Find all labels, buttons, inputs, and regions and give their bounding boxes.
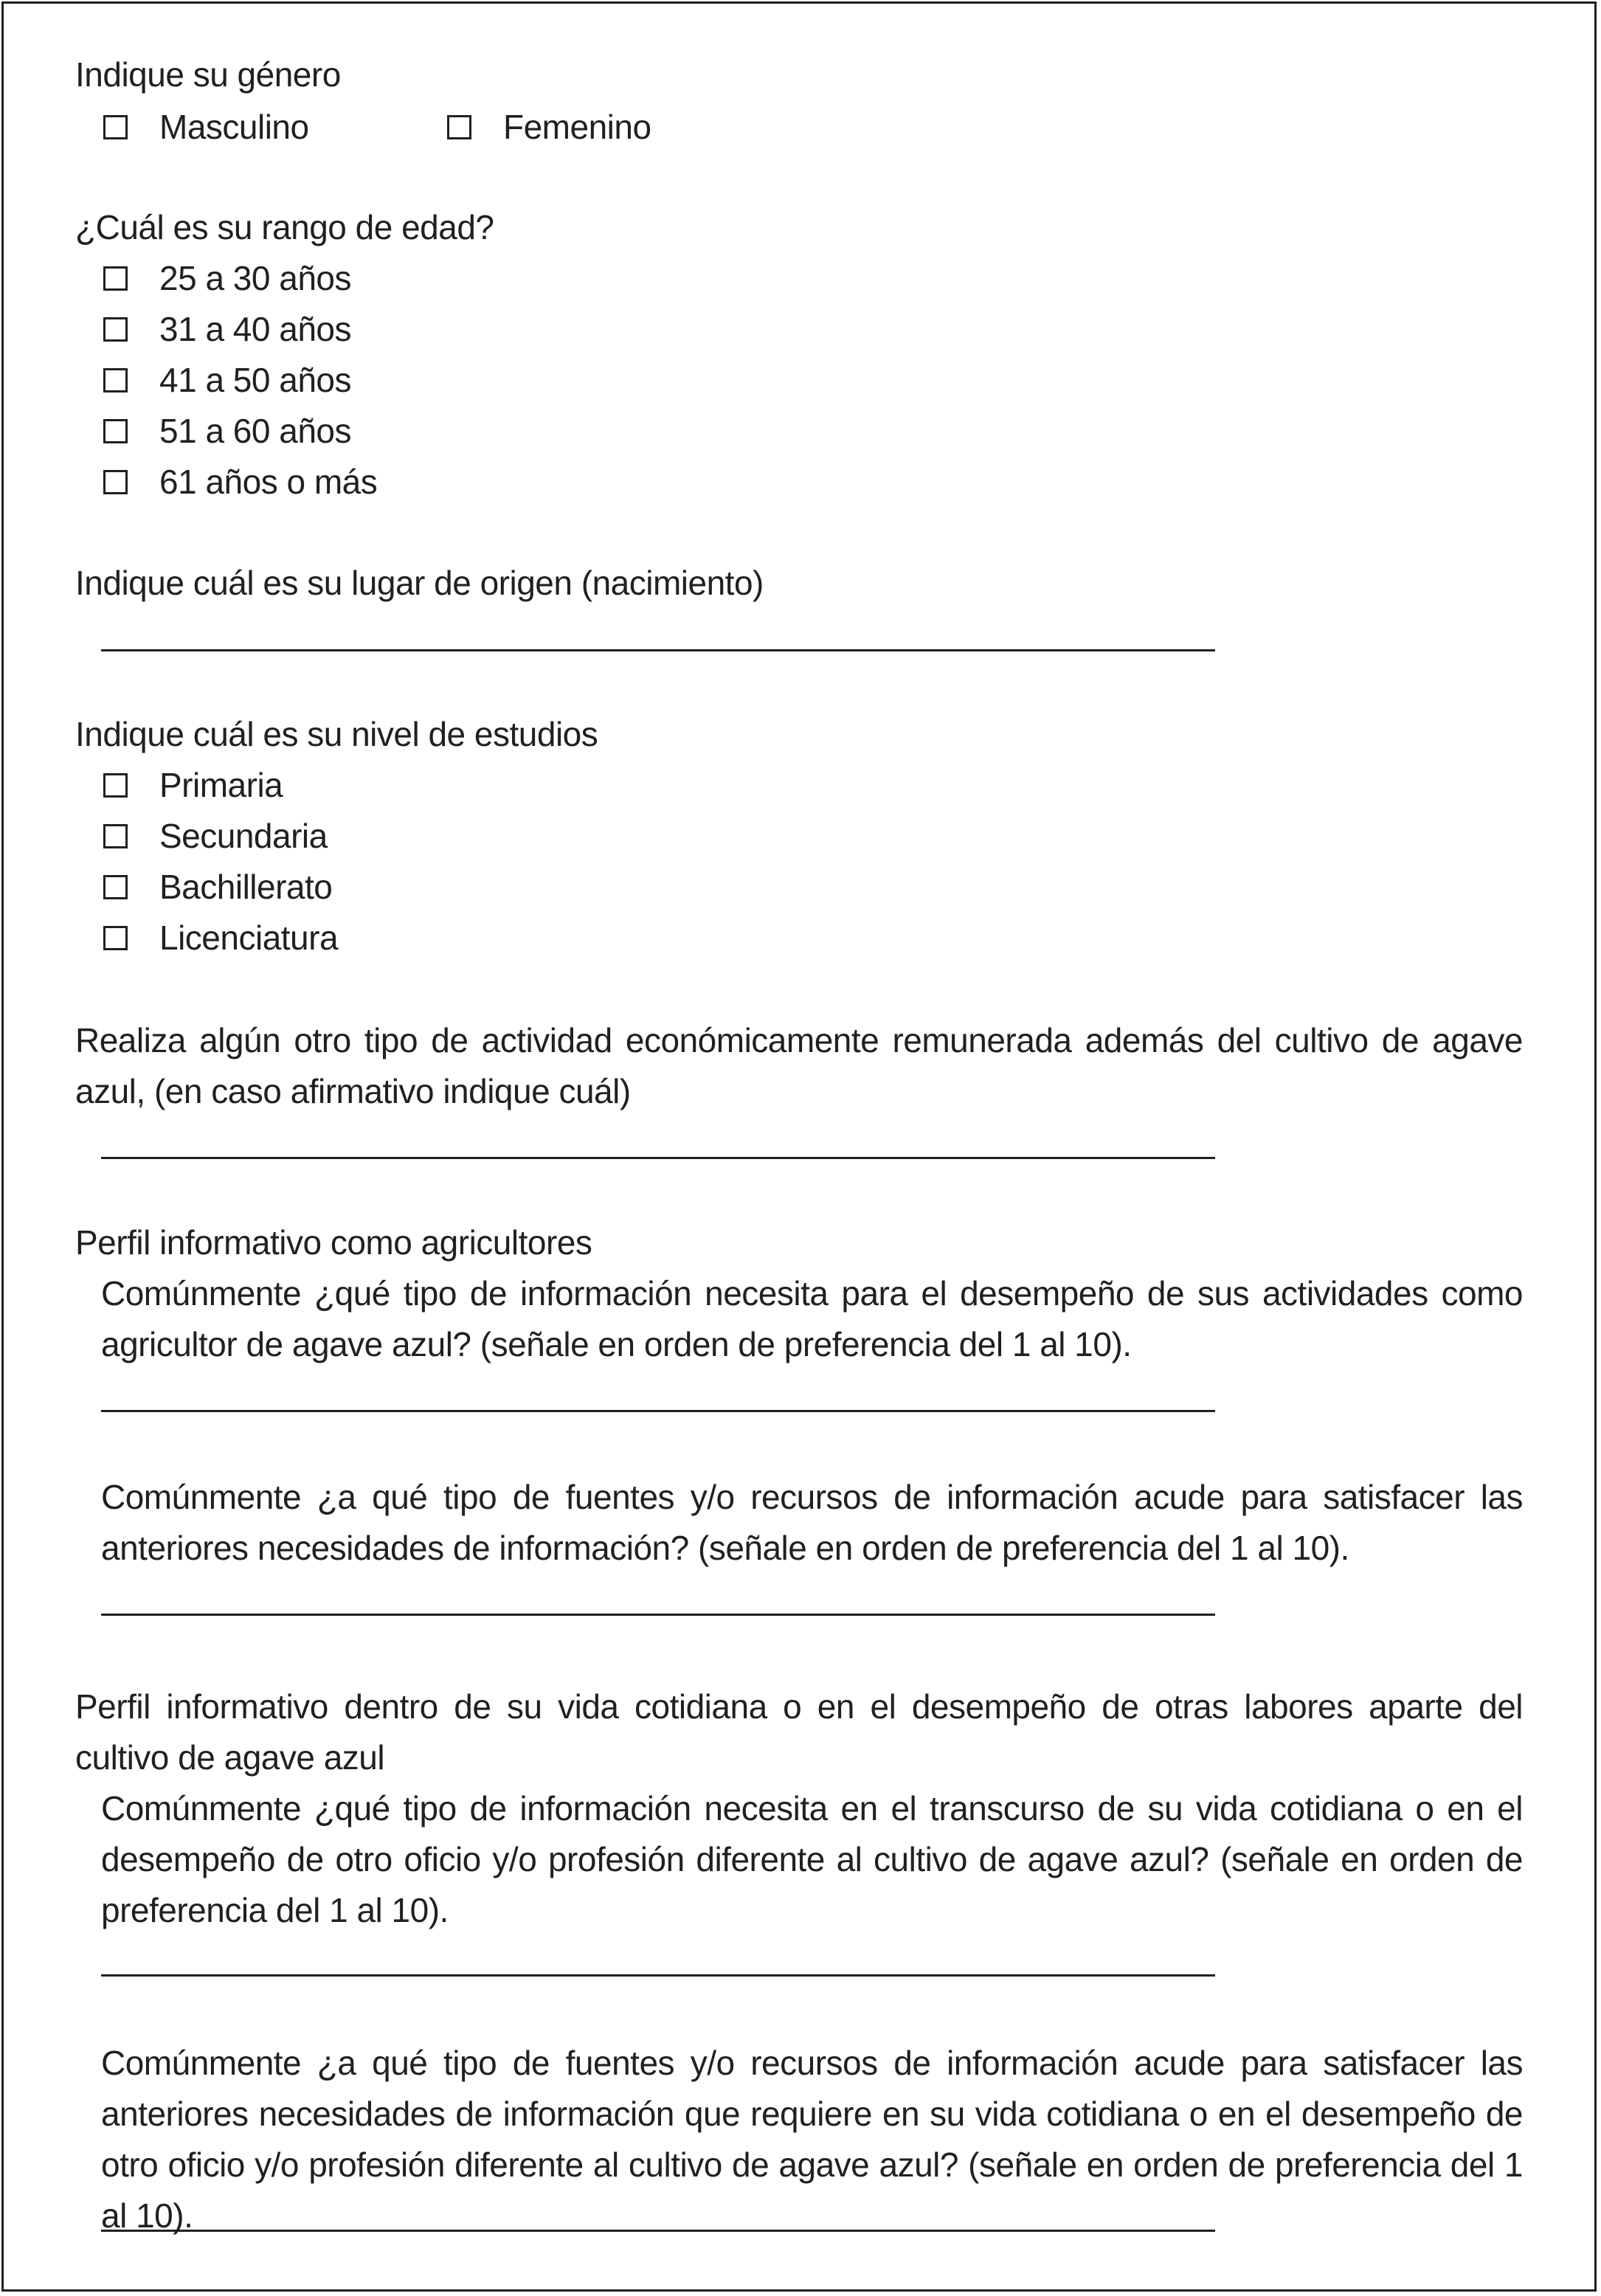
age-option[interactable] [103,253,351,304]
gender-question: Indique su género [75,55,341,94]
checkbox[interactable] [103,115,128,139]
age-option[interactable] [103,457,377,508]
education-option-label: Bachillerato [159,868,333,906]
gender-option-female[interactable] [447,102,651,153]
age-option-label: 31 a 40 años [159,310,352,348]
origin-answer-line[interactable] [101,649,1215,651]
farmer-sources-question: Comúnmente ¿a qué tipo de fuentes y/o recursos de información acude para satisfacer las anteriores necesidades de información? (señale en orden de preferencia del 1 al 10). [101,1478,1523,1567]
checkbox[interactable] [103,875,128,899]
education-option[interactable] [103,862,332,913]
checkbox[interactable] [103,419,128,443]
education-option[interactable] [103,760,283,811]
origin-question: Indique cuál es su lugar de origen (nacimiento) [75,564,764,602]
gender-option-male[interactable] [103,102,309,153]
checkbox[interactable] [103,824,128,848]
education-option-label: Licenciatura [159,919,339,957]
checkbox[interactable] [103,926,128,950]
farmer-needs-question: Comúnmente ¿qué tipo de información necesita para el desempeño de sus actividades como agricultor de agave azul? (señale en orden de preferencia del 1 al 10). [101,1274,1523,1363]
farmer-needs-answer-line[interactable] [101,1410,1215,1412]
gender-option-label: Masculino [159,108,309,146]
daily-sources-question: Comúnmente ¿a qué tipo de fuentes y/o recursos de información acude para satisfacer las anteriores necesidades de información que requiere en su vida cotidiana o en el desempeño de otro oficio y/o profesión diferente al cultivo de agave azul? (señale en orden de preferencia del 1 al 10). [101,2044,1523,2235]
checkbox[interactable] [103,773,128,798]
daily-profile-heading: Perfil informativo dentro de su vida cotidiana o en el desempeño de otras labores aparte del cultivo de agave azul [75,1687,1523,1777]
other-activity-question: Realiza algún otro tipo de actividad económicamente remunerada además del cultivo de agave azul, (en caso afirmativo indique cuál) [75,1021,1523,1110]
education-option[interactable] [103,913,338,964]
education-option-label: Secundaria [159,817,328,855]
daily-needs-question: Comúnmente ¿qué tipo de información necesita en el transcurso de su vida cotidiana o en el desempeño de otro oficio y/o profesión diferente al cultivo de agave azul? (señale en orden de preferencia del 1 al 10). [101,1789,1523,1929]
daily-sources-answer-line[interactable] [101,2230,1215,2232]
daily-needs-answer-line[interactable] [101,1974,1215,1977]
age-option-label: 61 años o más [159,463,378,501]
age-option[interactable] [103,406,351,457]
farmer-profile-heading: Perfil informativo como agricultores [75,1223,592,1262]
age-option-label: 41 a 50 años [159,361,352,399]
age-option-label: 51 a 60 años [159,412,352,450]
checkbox[interactable] [103,368,128,393]
checkbox[interactable] [103,470,128,494]
age-option[interactable] [103,304,351,355]
other-activity-answer-line[interactable] [101,1157,1215,1159]
checkbox[interactable] [447,115,471,139]
education-option-label: Primaria [159,766,283,804]
checkbox[interactable] [103,317,128,342]
checkbox[interactable] [103,266,128,291]
gender-option-label: Femenino [503,108,651,146]
education-question: Indique cuál es su nivel de estudios [75,715,598,753]
age-question: ¿Cuál es su rango de edad? [75,208,494,246]
farmer-sources-answer-line[interactable] [101,1614,1215,1616]
education-option[interactable] [103,811,328,862]
age-option-label: 25 a 30 años [159,259,352,297]
age-option[interactable] [103,355,351,406]
